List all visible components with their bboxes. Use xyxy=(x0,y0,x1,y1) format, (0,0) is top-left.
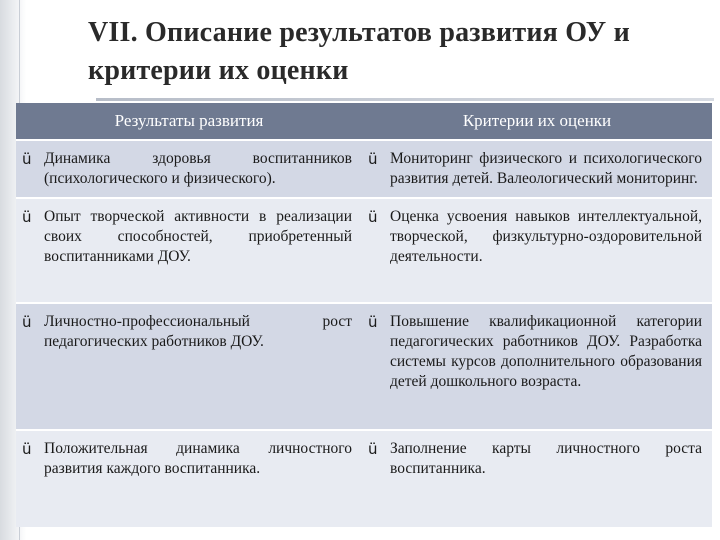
header-criteria: Критерии их оценки xyxy=(362,103,712,140)
criteria-cell xyxy=(362,198,712,303)
result-text: Динамика здоровья воспитанников (психологического и физического). xyxy=(44,150,352,187)
criteria-text: Мониторинг физического и психологического развития детей. Валеологический мониторинг. xyxy=(390,150,702,187)
criteria-cell xyxy=(362,303,712,430)
header-results: Результаты развития xyxy=(16,103,362,140)
table-row xyxy=(16,198,712,303)
result-cell xyxy=(16,198,362,303)
checkmark-icon: ü xyxy=(368,313,378,331)
slide-title: VII. Описание результатов развития ОУ и критерии их оценки xyxy=(88,17,630,86)
table-row xyxy=(16,430,712,527)
criteria-cell xyxy=(362,430,712,527)
table-header-row xyxy=(16,103,712,140)
result-cell xyxy=(16,430,362,527)
checkmark-icon: ü xyxy=(22,208,32,226)
criteria-text: Заполнение карты личностного роста воспитанника. xyxy=(390,440,702,477)
checkmark-icon: ü xyxy=(368,150,378,168)
criteria-text: Повышение квалификационной категории педагогических работников ДОУ. Разработка системы курсов дополнительного образования детей дошкольного возраста. xyxy=(390,313,702,390)
checkmark-icon: ü xyxy=(22,150,32,168)
checkmark-icon: ü xyxy=(22,313,32,331)
result-cell xyxy=(16,140,362,198)
table-row xyxy=(16,303,712,430)
checkmark-icon: ü xyxy=(368,208,378,226)
result-cell xyxy=(16,303,362,430)
checkmark-icon: ü xyxy=(368,440,378,458)
result-text: Опыт творческой активности в реализации своих способностей, приобретенный воспитанниками ДОУ. xyxy=(44,208,352,265)
criteria-text: Оценка усвоения навыков интеллектуальной, творческой, физкультурно-оздоровительной деятельности. xyxy=(390,208,702,265)
result-text: Положительная динамика личностного развития каждого воспитанника. xyxy=(44,440,352,477)
checkmark-icon: ü xyxy=(22,440,32,458)
title-underline xyxy=(96,98,714,101)
table-row xyxy=(16,140,712,198)
results-criteria-table xyxy=(16,103,712,527)
result-text: Личностно-профессиональный рост педагогических работников ДОУ. xyxy=(44,313,352,350)
criteria-cell xyxy=(362,140,712,198)
